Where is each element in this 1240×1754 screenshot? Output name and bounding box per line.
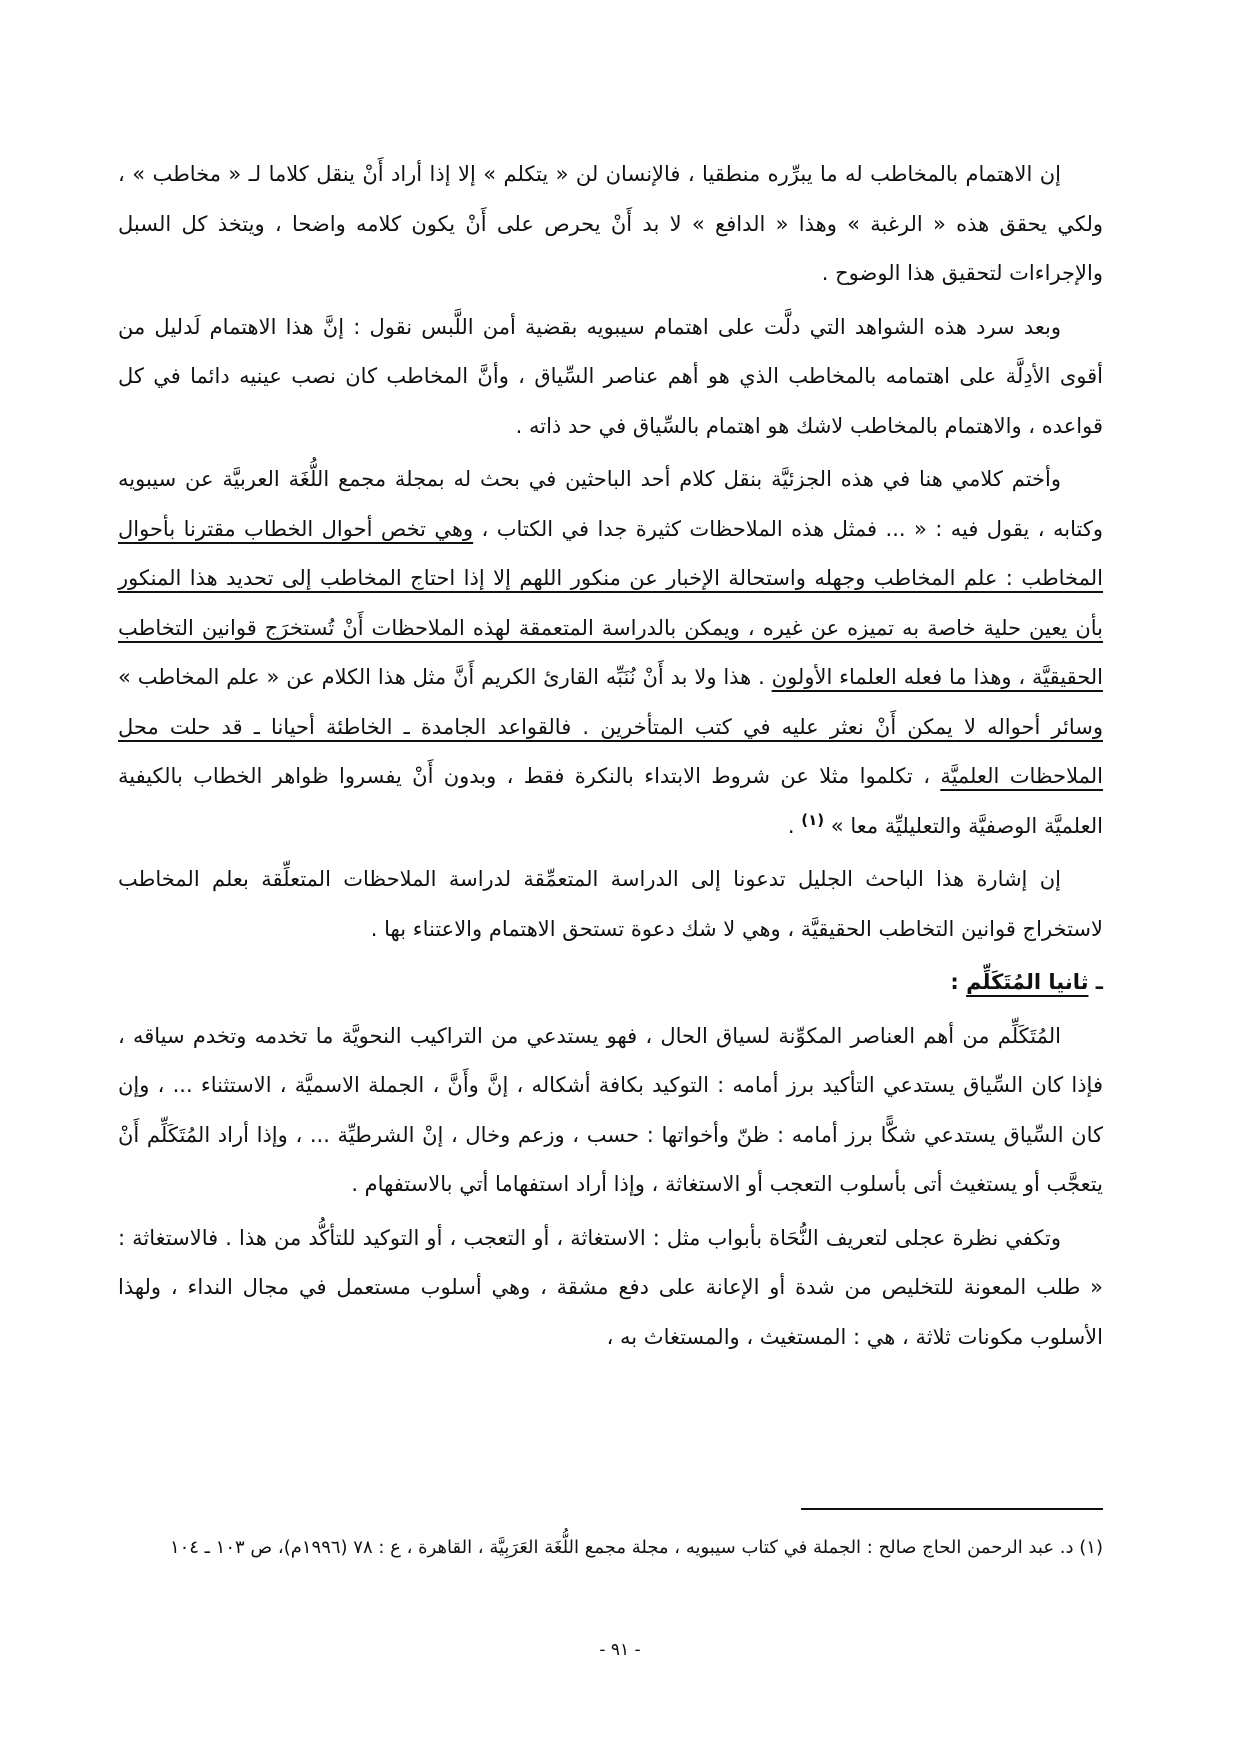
- section-heading: [118, 958, 1103, 1008]
- paragraph-grammarians-definitions: وتكفي نظرة عجلى لتعريف النُّحَاة بأبواب مثل : الاستغاثة ، أو التعجب ، أو التوكيد للتأكُّد من هذا . فالاستغاثة : « طلب المعونة للتخليص من شدة أو الإعانة على دفع مشقة ، وهي أسلوب مستعمل في مجال النداء ، ولهذا الأسلوب مكونات ثلاثة ، هي : المستغيث ، والمستغاث به ،: [118, 1225, 1103, 1349]
- quote-middle: . هذا ولا بد أَنْ نُنَبِّه القارئ الكريم أَنَّ مثل هذا الكلام عن « علم المخاطب »: [118, 665, 772, 689]
- quote-underlined-part-2: وسائر أحواله لا يمكن أَنْ نعثر عليه في كتب المتأخرين . فالقواعد الجامدة ـ الخاطئة أحيانا ـ قد حلت محل الملاحظات العلميَّة: [118, 714, 1103, 788]
- paragraph-ambiguity-evidence: وبعد سرد هذه الشواهد التي دلَّت على اهتمام سيبويه بقضية أمن اللَّبس نقول : إنَّ هذا الاهتمام لَدليل من أقوى الأدِلَّة على اهتمامه بالمخاطب الذي هو أهم عناصر السِّياق ، وأنَّ المخاطب كان نصب عينيه دائما في كل قواعده ، والاهتمام بالمخاطب لاشك هو اهتمام بالسِّياق في حد ذاته .: [118, 314, 1103, 438]
- quote-lead: وأختم كلامي هنا في هذه الجزئيَّة بنقل كلام أحد الباحثين في بحث له بمجلة مجمع اللُّغَة العربيَّة عن سيبويه وكتابه ، يقول فيه : « ... فمثل هذه الملاحظات كثيرة جدا في الكتاب ،: [118, 467, 1103, 541]
- paragraph-speaker-definition: المُتَكَلِّم من أهم العناصر المكوِّنة لسياق الحال ، فهو يستدعي من التراكيب النحويَّة ما تخدمه وتخدم سياقه ، فإذا كان السِّياق يستدعي التأكيد برز أمامه : التوكيد بكافة أشكاله ، إنَّ وأَنَّ ، الجملة الاسميَّة ، الاستثناء ... ، وإن كان السِّياق يستدعي شكًّا برز أمامه : ظنّ وأخواتها : حسب ، وزعم وخال ، إنْ الشرطيِّة ... ، وإذا أراد المُتَكَلِّم أَنْ يتعجَّب أو يستغيث أتى بأسلوب التعجب أو الاستغاثة ، وإذا أراد استفهاما أتي بالاستفهام .: [118, 1023, 1103, 1196]
- footnote-reference: (١): [801, 810, 825, 829]
- quote-end: .: [787, 813, 802, 838]
- quote-tail: ، تكلموا مثلا عن شروط الابتداء بالنكرة فقط ، وبدون أَنْ يفسروا ظواهر الخطاب بالكيفية العلميَّة الوصفيَّة والتعليليِّة معا »: [118, 764, 1103, 838]
- page-number: - ٩١ -: [599, 1640, 641, 1660]
- paragraph-quoted-research: [118, 455, 1103, 851]
- paragraph-researcher-call: إن إشارة هذا الباحث الجليل تدعونا إلى الدراسة المتعمِّقة لدراسة الملاحظات المتعلِّقة بعلم المخاطب لاستخراج قوانين التخاطب الحقيقيَّة ، وهي لا شك دعوة تستحق الاهتمام والاعتناء بها .: [118, 867, 1103, 941]
- footnote: (١) د. عبد الرحمن الحاج صالح : الجملة في كتاب سيبويه ، مجلة مجمع اللُّغَة العَرَبِيَّة ، القاهرة ، ع : ٧٨ (١٩٩٦م)، ص ١٠٣ ـ ١٠٤: [169, 1537, 1103, 1558]
- section-heading-suffix: :: [950, 970, 967, 994]
- section-heading-title: ثانيا المُتَكَلِّم: [966, 970, 1089, 994]
- page-body: [118, 150, 1103, 1366]
- section-heading-prefix: ـ: [1088, 970, 1103, 994]
- quote-underlined-part-1: وهي تخص أحوال الخطاب مقترنا بأحوال المخاطب : علم المخاطب وجهله واستحالة الإخبار عن منكور اللهم إلا إذا احتاج المخاطب إلى تحديد هذا المنكور بأن يعين حلية خاصة به تميزه عن غيره ، ويمكن بالدراسة المتعمقة لهذه الملاحظات أَنْ تُستخرَج قوانين التخاطب الحقيقيَّة ، وهذا ما فعله العلماء الأولون: [118, 516, 1103, 689]
- footnote-divider: [801, 1508, 1103, 1510]
- paragraph-addressee-importance: إن الاهتمام بالمخاطب له ما يبرِّره منطقيا ، فالإنسان لن « يتكلم » إلا إذا أراد أَنْ ينقل كلاما لـ « مخاطب » ، ولكي يحقق هذه « الرغبة » وهذا « الدافع » لا بد أَنْ يحرص على أَنْ يكون كلامه واضحا ، ويتخذ كل السبل والإجراءات لتحقيق هذا الوضوح .: [118, 162, 1103, 285]
